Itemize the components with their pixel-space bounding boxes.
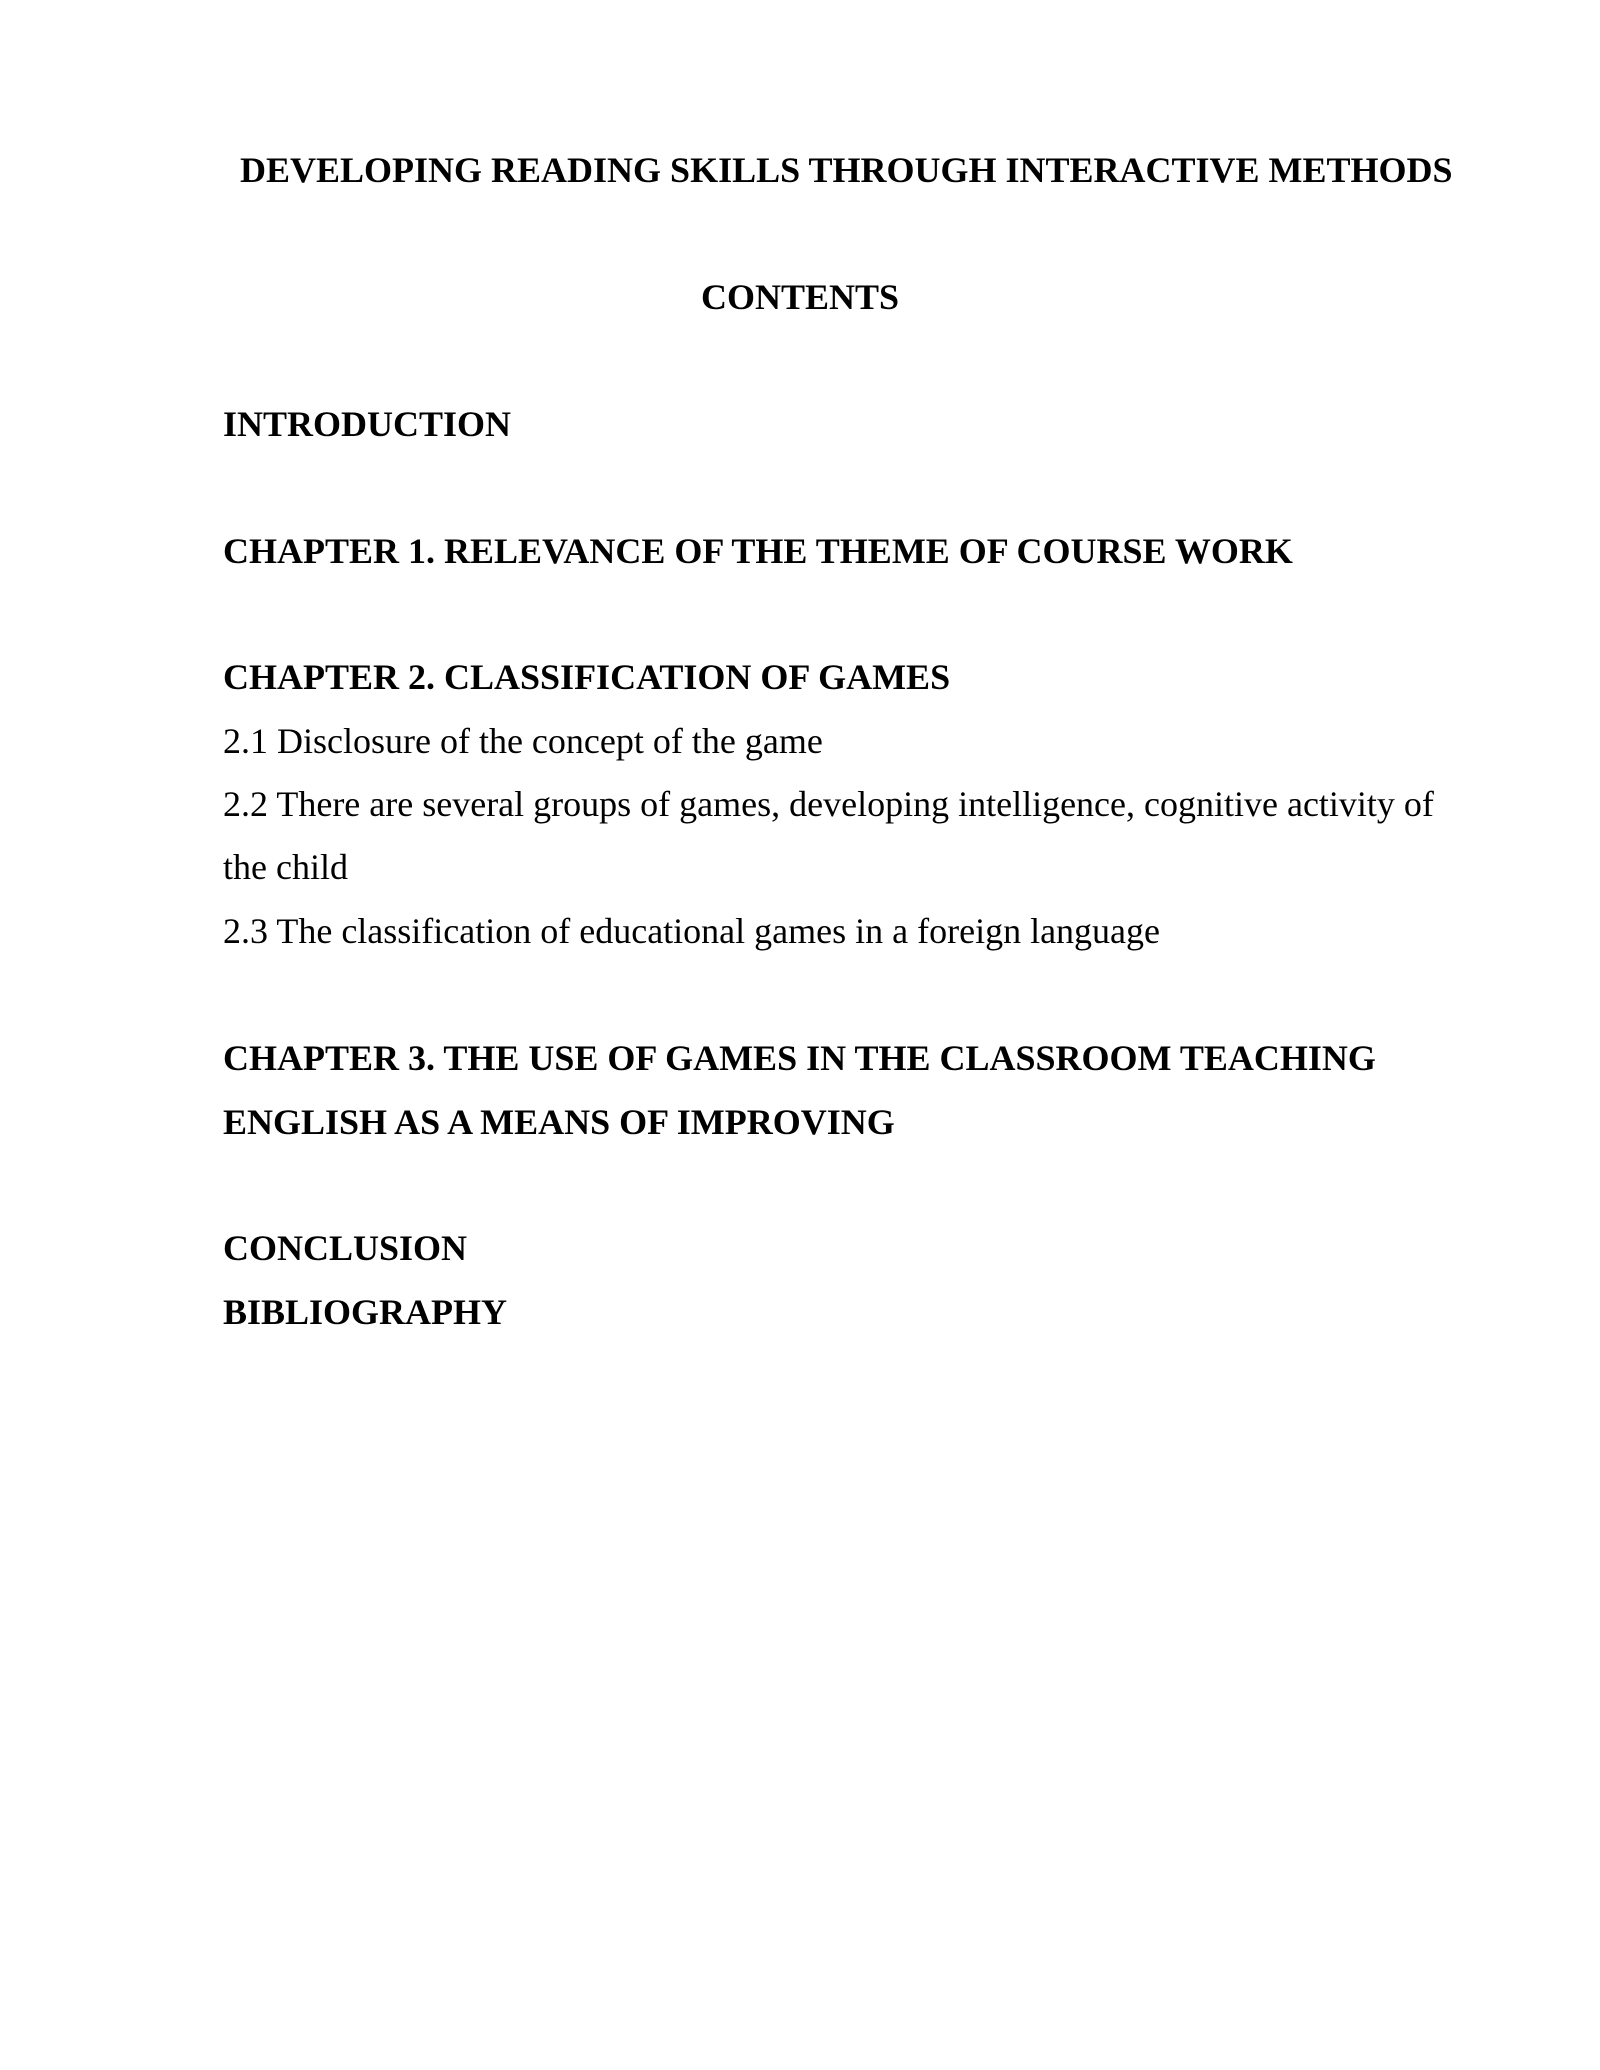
toc-chapter-1: CHAPTER 1. RELEVANCE OF THE THEME OF COURSE WORK (223, 531, 1293, 571)
toc-bibliography: BIBLIOGRAPHY (223, 1292, 508, 1332)
toc-chapter-3-continued: ENGLISH AS A MEANS OF IMPROVING (223, 1102, 895, 1142)
toc-introduction: INTRODUCTION (223, 404, 512, 444)
document-title: DEVELOPING READING SKILLS THROUGH INTERACTIVE METHODS (240, 150, 1453, 190)
toc-section-2-2-continued: the child (223, 847, 348, 887)
toc-section-2-2: 2.2 There are several groups of games, developing intelligence, cognitive activity of (223, 784, 1434, 824)
contents-heading: CONTENTS (700, 277, 900, 317)
toc-chapter-3: CHAPTER 3. THE USE OF GAMES IN THE CLASSROOM TEACHING (223, 1038, 1376, 1078)
toc-chapter-2: CHAPTER 2. CLASSIFICATION OF GAMES (223, 657, 951, 697)
toc-section-2-3: 2.3 The classification of educational games in a foreign language (223, 911, 1161, 951)
toc-conclusion: CONCLUSION (223, 1228, 468, 1268)
toc-section-2-1: 2.1 Disclosure of the concept of the game (223, 721, 823, 761)
